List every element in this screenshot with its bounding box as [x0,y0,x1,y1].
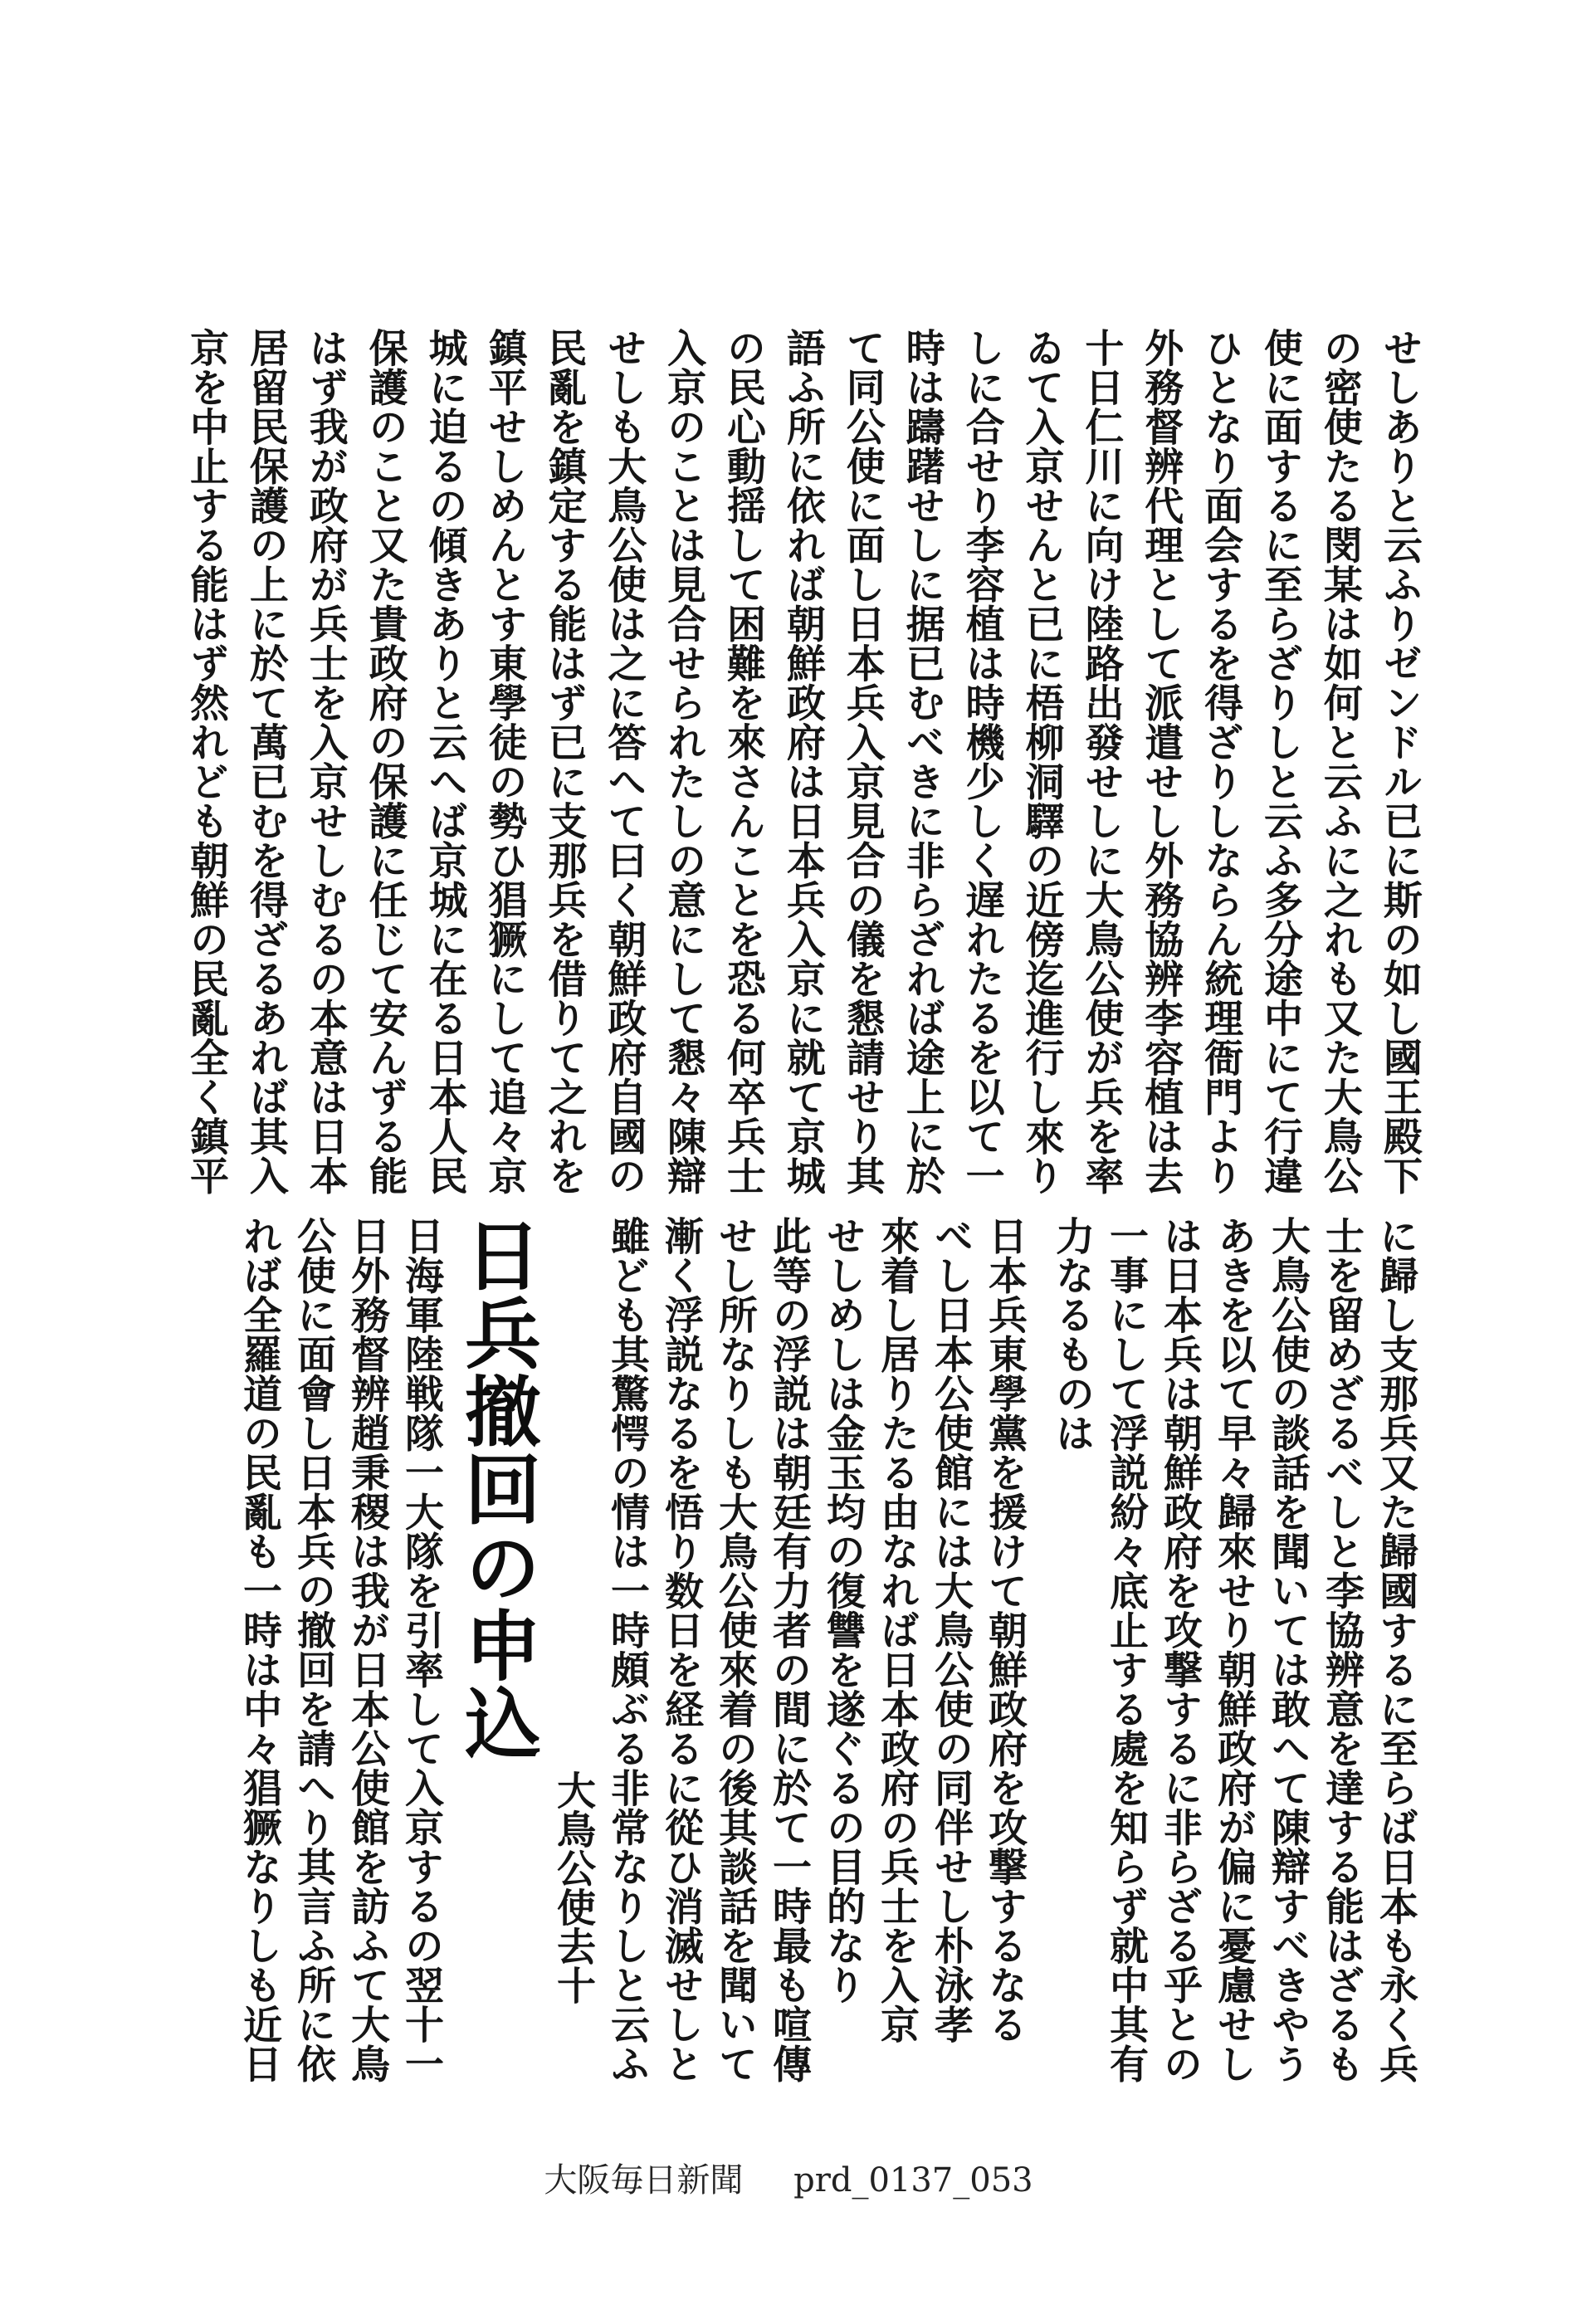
text-column: 力なるものは [1049,1216,1095,1452]
text-column: 公使に面會し日本兵の撤回を請へり其言ふ所に依 [290,1216,336,2083]
article-lower-block [187,1216,1418,2083]
article-upper-block [183,328,1423,1195]
text-column: 保護のこと又た貴政府の保護に任じて安んずる能 [362,328,408,1195]
text-column: 日外務督辨趙秉稷は我が日本公使館を訪ふて大鳥 [344,1216,390,2083]
text-column: 漸く浮説なるを悟り数日を経るに從ひ消滅せしと [658,1216,704,2083]
byline [550,1216,596,2004]
text-column: 京を中止する能はず然れども朝鮮の民亂全く鎮平 [183,328,229,1195]
text-column: 來着し居りたる由なれば日本政府の兵士を入京 [874,1216,920,2044]
text-column: の民心動揺して困難を來さんことを恐る何卒兵士 [720,328,767,1195]
text-column: 此等の浮説は朝廷有力者の間に於て一時最も喧傳 [766,1216,812,2083]
text-column: れば全羅道の民亂も一時は中々猖獗なりしも近日 [237,1216,282,2083]
text-column: せしありと云ふりゼンドル已に斯の如し國王殿下 [1376,328,1423,1195]
text-column: べし日本公使館には大鳥公使の同伴せし朴泳孝 [928,1216,974,2044]
page-footer [0,2154,1577,2201]
text-column: に歸し支那兵又た歸國するに至らば日本も永く兵 [1373,1216,1418,2083]
text-column: 一事にして浮説紛々底止する處を知らず就中其有 [1103,1216,1149,2083]
byline-text: 大鳥公使去十 [550,1770,596,2004]
headline: 日兵撤回の申込 [452,1216,542,1762]
text-column: 外務督辨代理として派遣せし外務協辨李容植は去 [1138,328,1184,1195]
text-column: て同公使に面し日本兵入京見合の儀を懇請せり其 [839,328,886,1195]
text-column: の密使たる閔某は如何と云ふに之れも又た大鳥公 [1316,328,1363,1195]
text-column: しに合せり李容植は時機少しく遅れたるを以て一 [959,328,1005,1195]
text-column: 民亂を鎮定する能はず已に支那兵を借りて之れを [541,328,588,1195]
text-column: 時は躊躇せしに据已むべきに非らざれば途上に於 [899,328,945,1195]
text-column: 日本兵東學黨を援けて朝鮮政府を攻撃するなる [982,1216,1028,2044]
text-column: は日本兵は朝鮮政府を攻撃するに非らざる乎との [1157,1216,1203,2083]
text-column: せしめしは金玉均の復讐を遂ぐるの目的なり [820,1216,866,2004]
text-column: 語ふ所に依れば朝鮮政府は日本兵入京に就て京城 [779,328,826,1195]
text-column: 城に迫るの傾きありと云へば京城に在る日本人民 [422,328,468,1195]
text-column: せし所なりしも大鳥公使來着の後其談話を聞いて [712,1216,758,2083]
text-column: 十日仁川に向け陸路出發せしに大鳥公使が兵を率 [1078,328,1125,1195]
text-column: 日海軍陸戦隊一大隊を引率して入京するの翌十一 [398,1216,444,2083]
newspaper-name: 大阪毎日新聞 [544,2161,744,2200]
text-column: はず我が政府が兵士を入京せしむるの本意は日本 [302,328,349,1195]
text-column: あきを以て早々歸來せり朝鮮政府が偏に憂慮せし [1211,1216,1257,2083]
page-code: prd_0137_053 [793,2161,1033,2200]
text-column: 鎮平せしめんとす東學徒の勢ひ猖獗にして追々京 [481,328,528,1195]
text-column: ゐて入京せんと已に梧柳洞驛の近傍迄進行し來り [1018,328,1065,1195]
text-column: 使に面するに至らざりしと云ふ多分途中にて行違 [1257,328,1304,1195]
text-column: ひとなり面会するを得ざりしならん統理衙門より [1198,328,1244,1195]
text-column: 士を留めざるべしと李協辨意を達する能はざるも [1319,1216,1365,2083]
text-column: 雖ども其驚愕の情は一時頗ぶる非常なりしと云ふ [604,1216,650,2083]
text-column: せしも大鳥公使は之に答へて曰く朝鮮政府自國の [601,328,647,1195]
text-column: 入京のことは見合せられたしの意にして懇々陳辯 [661,328,707,1195]
text-column: 大鳥公使の談話を聞いては敢へて陳辯すべきやう [1265,1216,1311,2083]
text-column: 居留民保護の上に於て萬已むを得ざるあれば其入 [242,328,289,1195]
